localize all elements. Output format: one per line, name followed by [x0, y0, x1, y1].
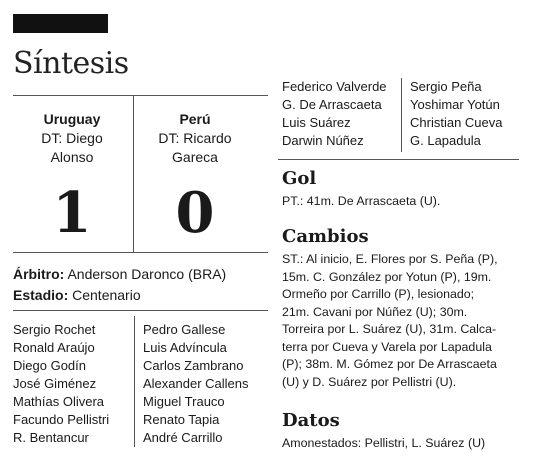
stadium-value: Centenario	[72, 287, 141, 303]
cambios-line: (P); 38m. M. Gómez por De Arrascaeta	[282, 357, 497, 371]
cambios-line: ST.: Al inicio, E. Flores por S. Peña (P),	[282, 252, 498, 266]
away-lineup-list-cont	[410, 78, 503, 150]
home-score: 1	[52, 180, 92, 246]
referee-value: Anderson Daronco (BRA)	[67, 266, 227, 282]
list-item: Luis Advíncula	[143, 340, 227, 355]
away-team-name: Perú	[179, 111, 211, 127]
divider	[13, 95, 268, 96]
home-lineup-list	[13, 321, 109, 447]
cambios-line: 15m. C. González por Yotun (P), 19m.	[282, 269, 492, 284]
list-item: Alexander Callens	[143, 376, 249, 391]
divider	[13, 310, 268, 311]
away-team	[136, 109, 254, 167]
cambios-text	[282, 251, 527, 391]
list-item: Ronald Araújo	[13, 340, 95, 355]
list-item: Miguel Trauco	[143, 394, 225, 409]
list-item: Yoshimar Yotún	[410, 97, 500, 112]
away-lineup-list	[143, 321, 249, 447]
list-item: Carlos Zambrano	[143, 358, 244, 373]
cambios-line: Torreira por L. Suárez (U), 31m. Calca-	[282, 322, 497, 336]
stadium-line	[13, 285, 141, 305]
list-item: G. De Arrascaeta	[282, 97, 382, 112]
referee-label: Árbitro:	[13, 266, 65, 282]
team-divider	[133, 96, 134, 252]
list-item: Christian Cueva	[410, 115, 503, 130]
list-item: G. Lapadula	[410, 133, 481, 148]
away-coach-line2: Gareca	[172, 149, 218, 165]
home-coach-line2: Alonso	[50, 149, 94, 165]
away-score: 0	[175, 180, 215, 246]
lineup-divider	[134, 316, 135, 447]
divider	[278, 159, 519, 160]
stadium-label: Estadio:	[13, 287, 69, 303]
home-lineup-list-cont	[282, 78, 387, 150]
list-item: Pedro Gallese	[143, 322, 226, 337]
list-item: Sergio Peña	[410, 79, 482, 94]
home-team-name: Uruguay	[43, 111, 101, 127]
cambios-line: Ormeño por Carrillo (P), lesionado;	[282, 287, 475, 301]
list-item: Facundo Pellistri	[13, 412, 110, 427]
cambios-line: 21m. Cavani por Núñez (U); 30m.	[282, 304, 468, 319]
gol-heading: Gol	[282, 168, 317, 189]
list-item: Renato Tapia	[143, 412, 220, 427]
page-title: Síntesis	[13, 46, 129, 81]
home-coach-line1: DT: Diego	[41, 130, 103, 146]
header-bar	[13, 14, 108, 33]
list-item: André Carrillo	[143, 430, 223, 445]
datos-heading: Datos	[282, 410, 340, 431]
away-coach-line1: DT: Ricardo	[158, 130, 232, 146]
list-item: José Giménez	[13, 376, 97, 391]
cambios-line: (U) y D. Suárez por Pellistri (U).	[282, 374, 457, 389]
divider	[13, 252, 268, 253]
datos-text: Amonestados: Pellistri, L. Suárez (U)	[282, 436, 486, 450]
gol-text: PT.: 41m. De Arrascaeta (U).	[282, 194, 441, 208]
referee-line	[13, 264, 226, 284]
list-item: Sergio Rochet	[13, 322, 96, 337]
list-item: Diego Godín	[13, 358, 86, 373]
list-item: Federico Valverde	[282, 79, 387, 94]
lineup-divider	[401, 78, 402, 152]
list-item: Darwin Núñez	[282, 133, 364, 148]
list-item: Luis Suárez	[282, 115, 351, 130]
cambios-heading: Cambios	[282, 226, 369, 247]
home-team	[13, 109, 131, 167]
list-item: R. Bentancur	[13, 430, 89, 445]
cambios-line: terra por Cueva y Varela por Lapadula	[282, 339, 492, 354]
list-item: Mathías Olivera	[13, 394, 105, 409]
